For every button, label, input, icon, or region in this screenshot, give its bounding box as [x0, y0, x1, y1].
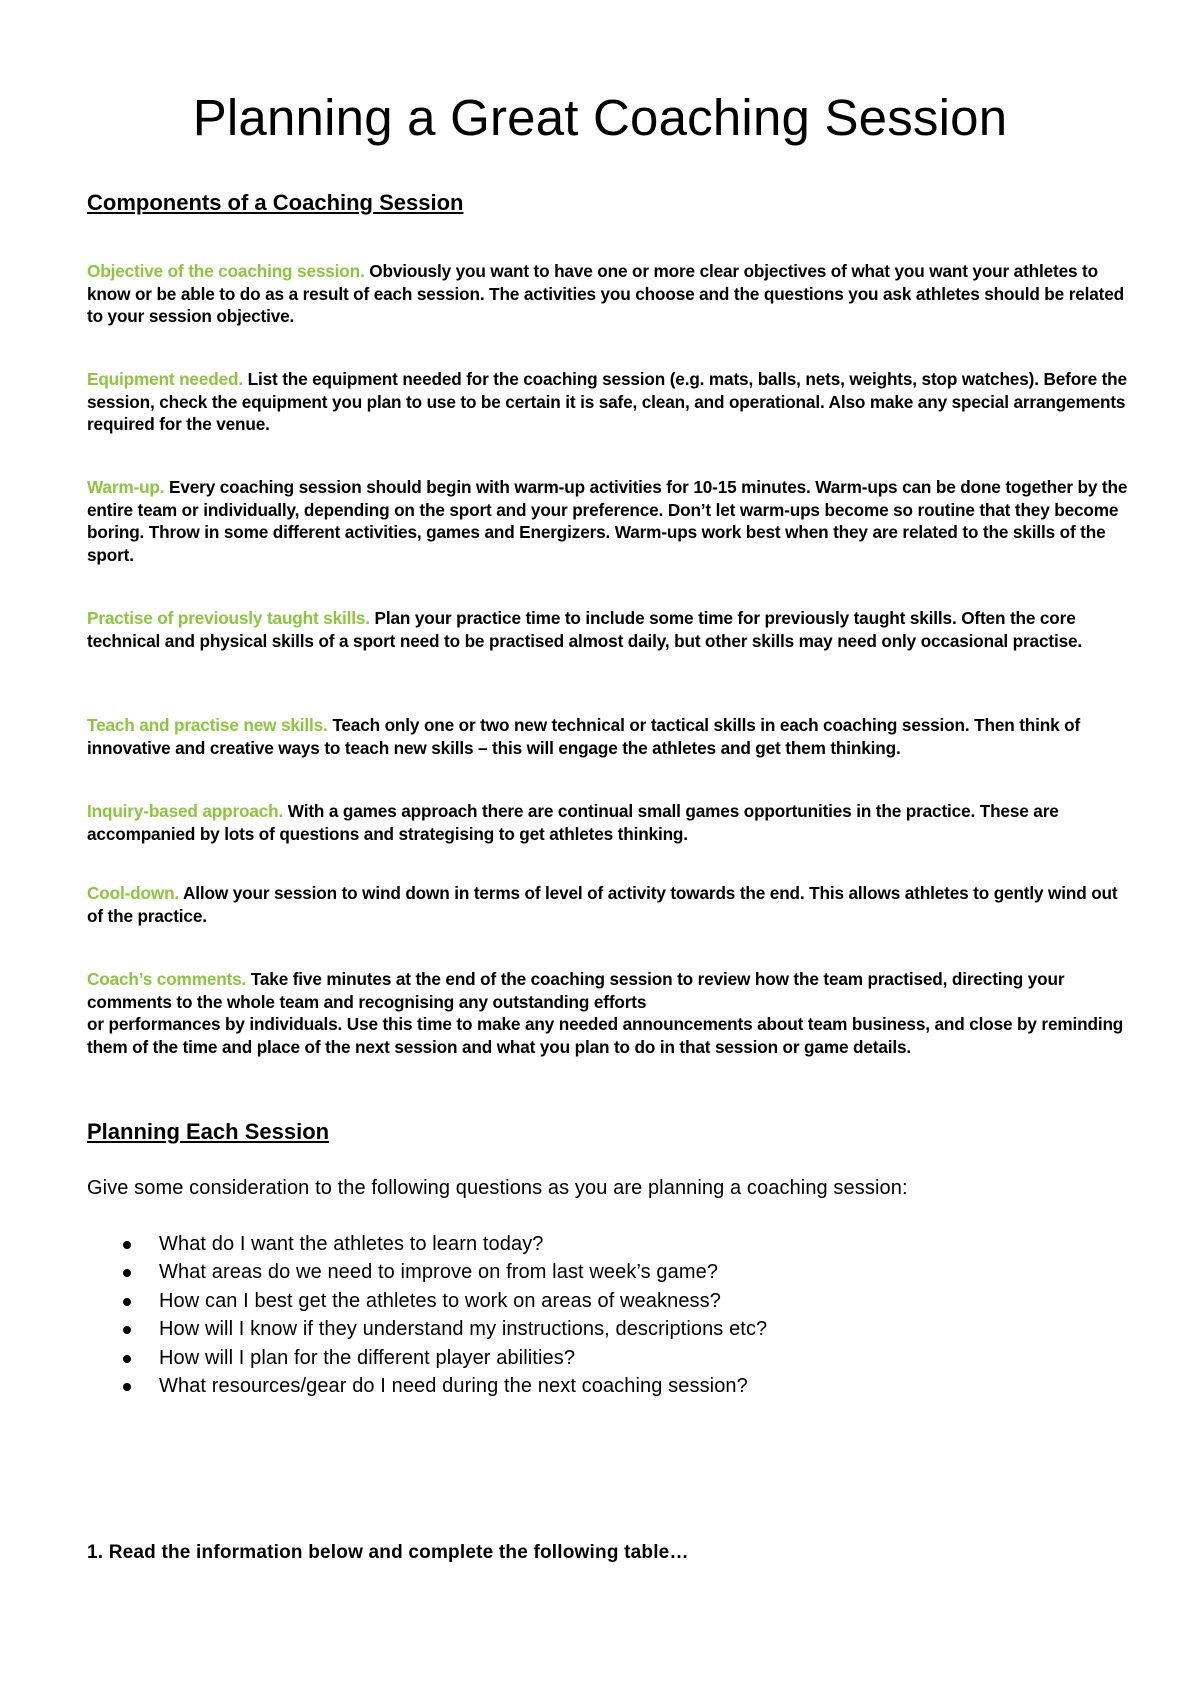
- bullet-icon: [123, 1355, 131, 1363]
- bullet-icon: [123, 1298, 131, 1306]
- question-text: How can I best get the athletes to work on areas of weakness?: [159, 1289, 721, 1312]
- bullet-icon: [123, 1326, 131, 1334]
- component-text: With a games approach there are continual small games opportunities in the practice. These are accompanied by lots of questions and strategising to get athletes thinking.: [87, 801, 1059, 844]
- question-text: What resources/gear do I need during the next coaching session?: [159, 1375, 748, 1398]
- component-cool-down: [87, 882, 1137, 927]
- planning-intro: Give some consideration to the following questions as you are planning a coaching session:: [87, 1177, 908, 1199]
- component-inquiry: [87, 800, 1137, 845]
- component-label: Equipment needed.: [87, 369, 243, 389]
- component-text: Every coaching session should begin with warm-up activities for 10-15 minutes. Warm-ups can be done together by the entire team or individually, depending on the sport and your preference. Don’t let warm-ups become so routine that they become boring. Throw in some different activities, games and Energizers. Warm-ups work best when they are related to the skills of the sport.: [87, 477, 1128, 565]
- component-text: Obviously you want to have one or more clear objectives of what you want your athletes to know or be able to do as a result of each session. The activities you choose and the questions you ask athletes should be related to your session objective.: [87, 261, 1125, 326]
- component-label: Practise of previously taught skills.: [87, 608, 370, 628]
- list-item: [87, 1230, 767, 1258]
- bullet-icon: [123, 1269, 131, 1277]
- question-list: [87, 1230, 767, 1400]
- component-label: Cool-down.: [87, 883, 180, 903]
- bullet-icon: [123, 1383, 131, 1391]
- question-text: What areas do we need to improve on from last week’s game?: [159, 1261, 719, 1284]
- bullet-icon: [123, 1241, 131, 1249]
- component-text: List the equipment needed for the coaching session (e.g. mats, balls, nets, weights, stop watches). Before the session, check the equipment you plan to use to be certain it is safe, clean, and operational. Also make any special arrangements required for the venue.: [87, 369, 1127, 434]
- component-label: Warm-up.: [87, 477, 165, 497]
- task-instruction: 1. Read the information below and complete the following table…: [87, 1542, 689, 1563]
- question-text: How will I plan for the different player abilities?: [159, 1346, 576, 1369]
- question-text: How will I know if they understand my instructions, descriptions etc?: [159, 1318, 768, 1341]
- component-text: Teach only one or two new technical or tactical skills in each coaching session. Then think of innovative and creative ways to teach new skills – this will engage the athletes and get them thinking.: [87, 715, 1081, 758]
- component-text-continued: or performances by individuals. Use this time to make any needed announcements about team business, and close by reminding them of the time and place of the next session and what you plan to do in that session or game details.: [87, 1014, 1124, 1057]
- component-previous-skills: [87, 607, 1137, 652]
- component-text: Plan your practice time to include some time for previously taught skills. Often the core technical and physical skills of a sport need to be practised almost daily, but other skills may need only occasional practise.: [87, 608, 1083, 651]
- page-title: Planning a Great Coaching Session: [192, 89, 1008, 146]
- list-item: [87, 1258, 767, 1286]
- list-item: [87, 1372, 767, 1400]
- list-item: [87, 1344, 767, 1372]
- component-coach-comments: [87, 968, 1137, 1058]
- component-warm-up: [87, 476, 1137, 566]
- list-item: [87, 1315, 767, 1343]
- section-heading-components: Components of a Coaching Session: [87, 190, 464, 215]
- component-label: Teach and practise new skills.: [87, 715, 328, 735]
- component-new-skills: [87, 714, 1137, 759]
- component-label: Objective of the coaching session.: [87, 261, 365, 281]
- component-text: Allow your session to wind down in terms of level of activity towards the end. This allows athletes to gently wind out of the practice.: [87, 883, 1118, 926]
- component-text: Take five minutes at the end of the coaching session to review how the team practised, directing your comments to the whole team and recognising any outstanding efforts: [87, 969, 1065, 1012]
- section-heading-planning: Planning Each Session: [87, 1119, 330, 1144]
- component-label: Coach’s comments.: [87, 969, 247, 989]
- question-text: What do I want the athletes to learn today?: [159, 1233, 544, 1255]
- component-equipment: [87, 368, 1137, 436]
- component-objective: [87, 260, 1137, 328]
- list-item: [87, 1287, 767, 1315]
- component-label: Inquiry-based approach.: [87, 801, 284, 821]
